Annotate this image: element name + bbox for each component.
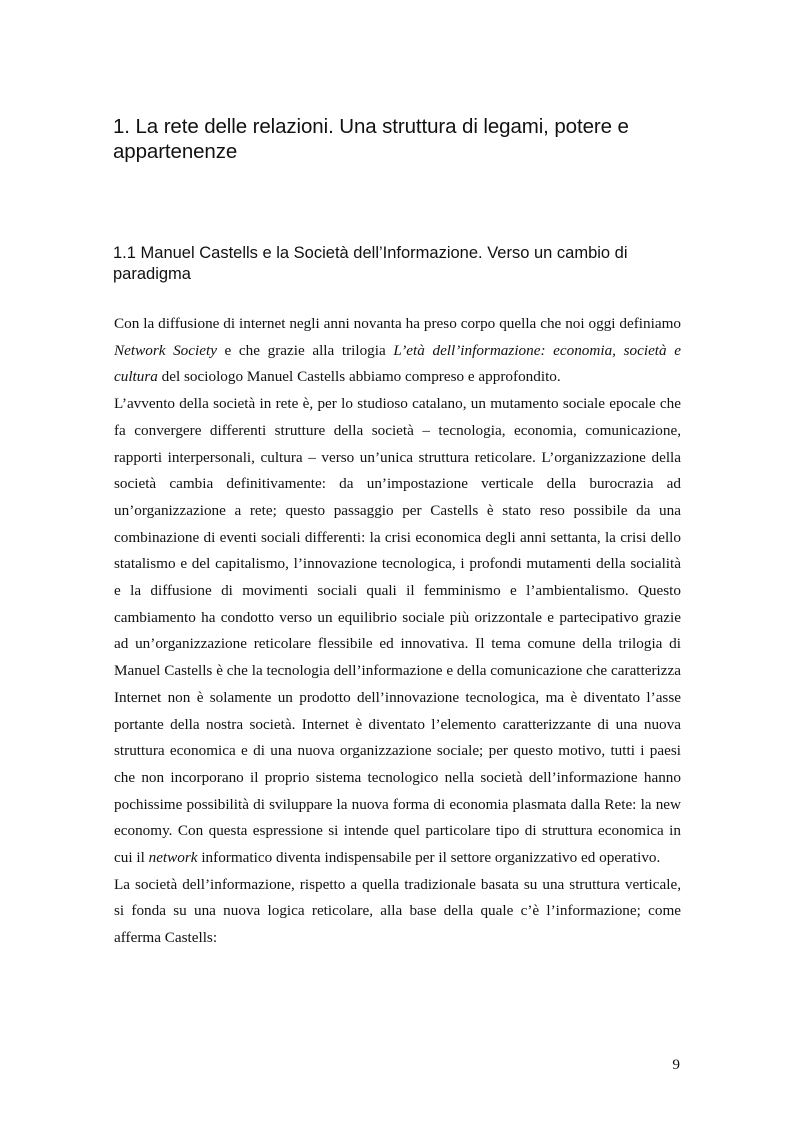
paragraph-1-text-2: e che grazie alla trilogia (216, 341, 394, 359)
chapter-title: 1. La rete delle relazioni. Una struttura di legami, potere e appartenenze (113, 115, 629, 163)
page-number: 9 (672, 1056, 680, 1073)
paragraph-2-italic-1: network (148, 849, 198, 867)
paragraph-3: La società dell’informazione, rispetto a quella tradizionale basata su una struttura verticale, si fonda su una nuova logica reticolare, alla base della quale c’è l’informazione; come afferma Castells: (114, 875, 681, 947)
paragraph-2 (114, 391, 681, 872)
paragraph-1-italic-2: L’età dell’informazione: economia, società e cultura (114, 341, 681, 386)
body-text (114, 311, 681, 952)
paragraph-2-text-1: L’avvento della società in rete è, per lo studioso catalano, un mutamento sociale epocale che fa convergere differenti strutture della società – tecnologia, economia, comunicazione, rapporti interpersonali, cultura – verso un’unica struttura reticolare. L’organizzazione della società cambia definitivamente: da un’impostazione verticale della burocrazia ad un’organizzazione a rete; questo passaggio per Castells è stato reso possibile da una combinazione di eventi sociali differenti: la crisi economica degli anni settanta, la crisi dello statalismo e del capitalismo, l’innovazione tecnologica, i profondi mutamenti della socialità e la diffusione di movimenti sociali quali il femminismo e l’ambientalismo. Questo cambiamento ha condotto verso un equilibrio sociale più orizzontale e partecipativo grazie ad un’organizzazione reticolare flessibile ed innovativa. Il tema comune della trilogia di Manuel Castells è che la tecnologia dell’informazione e della comunicazione che caratterizza Internet non è solamente un prodotto dell’innovazione tecnologica, ma è diventato l’asse portante della nostra società. Internet è diventato l’elemento caratterizzante di una nuova struttura economica e di una nuova organizzazione sociale; per questo motivo, tutti i paesi che non incorporano il proprio sistema tecnologico nella società dell’informazione hanno pochissime possibilità di sviluppare la nuova forma di economia plasmata dalla Rete: la new economy. Con questa espressione si intende quel particolare tipo di struttura economica in cui il (114, 395, 681, 867)
paragraph-1-italic-1: Network Society (114, 341, 217, 359)
paragraph-1 (114, 311, 681, 391)
paragraph-1-text-1: Con la diffusione di internet negli anni novanta ha preso corpo quella che noi oggi definiamo (114, 315, 681, 332)
paragraph-2-text-2: informatico diventa indispensabile per il settore organizzativo ed operativo. (197, 849, 661, 867)
paragraph-1-text-3: del sociologo Manuel Castells abbiamo compreso e approfondito. (157, 368, 561, 386)
section-title: 1.1 Manuel Castells e la Società dell’Informazione. Verso un cambio di paradigma (113, 244, 628, 283)
